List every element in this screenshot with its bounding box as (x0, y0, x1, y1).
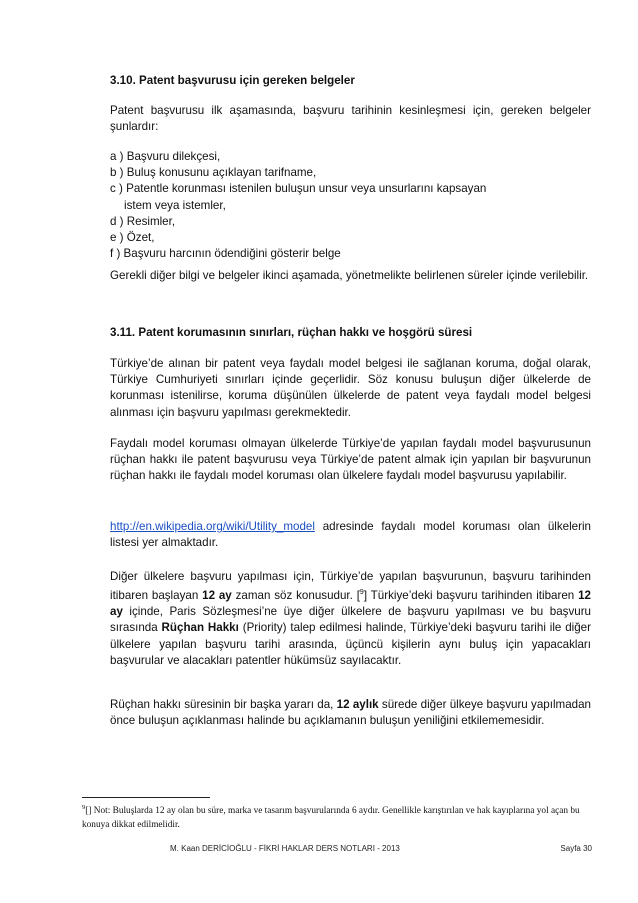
list-item: f ) Başvuru harcının ödendiğini gösterir belge (110, 247, 341, 261)
section-heading-3-11: 3.11. Patent korumasının sınırları, rüçhan hakkı ve hoşgörü süresi (110, 326, 473, 339)
paragraph-utility-model: Faydalı model koruması olmayan ülkelerde Türkiye’de yapılan faydalı model başvurusunun rüçhan hakkı ile patent başvurusu veya Türkiye’de patent almak için yapılan bir başvurunun rüçhan hakkı ile faydalı model koruması olan ülkelere faydalı model başvurusu yapılabilir. (110, 437, 591, 483)
list-item: istem veya istemler, (124, 198, 226, 212)
paragraph-protection-scope: Türkiye’de alınan bir patent veya faydalı model belgesi ile sağlanan koruma, doğal olarak, Türkiye Cumhuriyeti sınırları içinde geçerlidir. Söz konusu buluşun diğer ülkelerde de korunması istenilirse, koruma düşünülen ülkelerde de patent veya faydalı model belgesi alınması için başvuru yapılması gerekmektedir. (110, 357, 591, 419)
footnote (82, 801, 582, 832)
wikipedia-utility-model-link[interactable]: http://en.wikipedia.org/wiki/Utility_model (110, 520, 315, 533)
footnote-text: [] Not: Buluşlarda 12 ay olan bu süre, marka ve tasarım başvurularında 6 aydır. Genellikle karıştırılan ve hak kayıplarına yol açan bu konuya dikkat edilmelidir. (82, 806, 580, 830)
bold-term: 12 aylık (336, 698, 379, 711)
footnote-reference[interactable]: 9 (359, 589, 364, 597)
bold-term: 12 ay (202, 589, 232, 603)
list-item: a ) Başvuru dilekçesi, (110, 150, 221, 163)
list-item: d ) Resimler, (110, 214, 176, 228)
list-item: e ) Özet, (110, 231, 155, 245)
paragraph-priority-right: Diğer ülkelere başvuru yapılması için, Türkiye’de yapılan başvurunun, başvuru tarihinden itibaren başlayan 12 ay zaman söz konusudur. [$^9$] Türkiye’deki başvuru tarihinden itibaren 12 ay içinde, Paris Sözleşmesi’ne üye diğer ülkelere de başvuru yapılması ve bu başvuru sırasında Rüçhan Hakkı (Priority) talep edilmesi halinde, Türkiye’deki başvuru tarihi ile diğer ülkelere yapılan başvuru tarihi arasında, üçüncü kişilerin aynı buluş için yapacakları başvurular ve alacakları patentler hükümsüz sayılacaktır. (110, 570, 591, 667)
footer-author: M. Kaan DERİCİOĞLU - FİKRİ HAKLAR DERS NOTLARI - 2013 (170, 844, 400, 853)
paragraph-utility-model-link: http://en.wikipedia.org/wiki/Utility_model adresinde faydalı model koruması olan ülkelerin listesi yer almaktadır. (110, 520, 591, 550)
list-item: c ) Patentle korunması istenilen buluşun unsur veya unsurlarını kapsayan (110, 182, 487, 196)
footnote-marker: 9 (82, 804, 86, 811)
bold-term: 12 ay (110, 589, 591, 619)
section-3-10-intro: Patent başvurusu ilk aşamasında, başvuru tarihinin kesinleşmesi için, gereken belgeler şunlardır: (110, 104, 591, 134)
bold-term: Rüçhan Hakkı (161, 621, 239, 635)
page-number: Sayfa 30 (560, 844, 592, 853)
list-item: b ) Buluş konusunu açıklayan tarifname, (110, 166, 317, 180)
section-heading-3-10: 3.10. Patent başvurusu için gereken belgeler (110, 74, 355, 87)
footnote-divider (82, 797, 210, 798)
paragraph-priority-benefit: Rüçhan hakkı süresinin bir başka yararı da, 12 aylık sürede diğer ülkeye başvuru yapılmadan önce buluşun açıklanması halinde bu açıklamanın buluşun yeniliğini etkilememesidir. (110, 698, 591, 728)
required-documents-list (110, 149, 591, 262)
section-3-10-closing: Gerekli diğer bilgi ve belgeler ikinci aşamada, yönetmelikte belirlenen süreler içinde verilebilir. (110, 269, 589, 282)
